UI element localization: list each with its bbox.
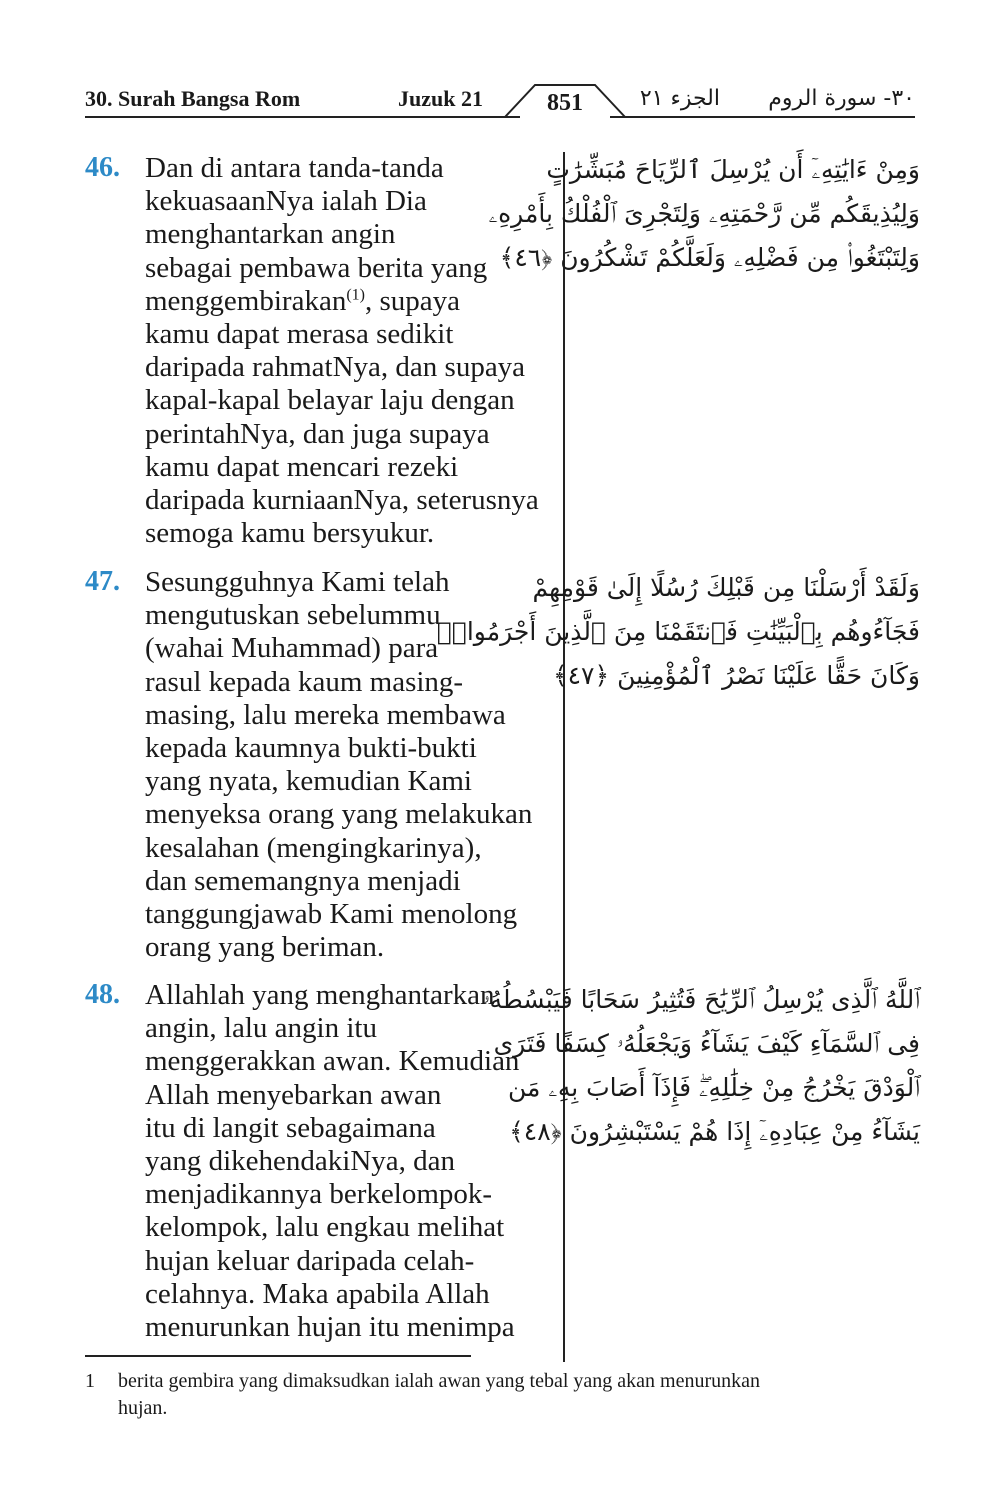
verse-line-tail: , supaya (364, 284, 461, 317)
verse-line: kapal-kapal belayar laju dengan (145, 384, 515, 417)
arabic-verse-48 (483, 978, 920, 1154)
footnote-text: berita gembira yang dimaksudkan ialah awan yang tebal yang akan menurunkan (118, 1370, 760, 1392)
verse-line: daripada kurniaanNya, seterusnya (145, 484, 539, 517)
verse-line: celahnya. Maka apabila Allah (145, 1277, 490, 1310)
verse-line: menggerakkan awan. Kemudian (145, 1045, 520, 1078)
verse-line: kamu dapat merasa sedikit (145, 318, 454, 351)
verse-line: menghantarkan angin (145, 218, 396, 251)
verse-line: hujan keluar daripada celah- (145, 1244, 475, 1277)
verse-line: menurunkan hujan itu menimpa (145, 1311, 515, 1344)
verse-line: Sesungguhnya Kami telah (145, 566, 450, 598)
verse-line: orang yang beriman. (145, 931, 385, 964)
verse-line: masing, lalu mereka membawa (145, 698, 506, 731)
arabic-verse-47 (436, 566, 920, 698)
verse-line: yang dikehendakiNya, dan (145, 1145, 456, 1178)
verse-line: Allah menyebarkan awan (145, 1078, 442, 1111)
page-header (0, 0, 1000, 130)
verse-line: kepada kaumnya bukti-bukti (145, 732, 477, 765)
verse-line: kelompok, lalu engkau melihat (145, 1211, 505, 1244)
verse-line: Allahlah yang menghantarkan (145, 979, 495, 1011)
footnote-text: hujan. (118, 1397, 168, 1419)
verse-number: 46. (85, 152, 120, 183)
footnote-number: 1 (85, 1370, 95, 1392)
verse-line: yang nyata, kemudian Kami (145, 765, 472, 798)
arabic-line: ٱللَّهُ ٱلَّذِى يُرْسِلُ ٱلرِّيَٰحَ فَتُثِيرُ سَحَابًا فَيَبْسُطُهُۥ (483, 985, 920, 1014)
arabic-line: يَشَآءُ مِنْ عِبَادِهِۦٓ إِذَا هُمْ يَسْتَبْشِرُونَ ﴿٤٨﴾ (509, 1117, 920, 1146)
verse-line: daripada rahmatNya, dan supaya (145, 351, 526, 384)
verse-line: kesalahan (mengingkarinya), (145, 831, 482, 864)
verse-line (145, 285, 539, 318)
arabic-verse-46 (488, 148, 920, 280)
juzuk-label-arabic: الجزء ٢١ (639, 86, 720, 111)
verse-line: rasul kepada kaum masing- (145, 665, 464, 698)
verse-line-text: menggembirakan (145, 284, 347, 317)
page-number: 851 (547, 90, 583, 116)
verse-translation (145, 979, 519, 1344)
verse-line: semoga kamu bersyukur. (145, 517, 435, 550)
verse-line: tanggungjawab Kami menolong (145, 898, 518, 931)
verse-line: perintahNya, dan juga supaya (145, 417, 490, 450)
verse-line: kekuasaanNya ialah Dia (145, 185, 427, 218)
verse-line: menyeksa orang yang melakukan (145, 798, 533, 831)
verse-line: dan sememangnya menjadi (145, 864, 461, 897)
arabic-line: وَكَانَ حَقًّا عَلَيْنَا نَصْرُ ٱلْمُؤْمِنِينَ ﴿٤٧﴾ (552, 661, 920, 690)
verse-number: 47. (85, 566, 120, 597)
column-divider (563, 152, 565, 1362)
juzuk-label: Juzuk 21 (398, 86, 483, 111)
arabic-line: وَلَقَدْ أَرْسَلْنَا مِن قَبْلِكَ رُسُلًا إِلَىٰ قَوْمِهِمْ (532, 573, 920, 602)
verse-line: kamu dapat mencari rezeki (145, 450, 459, 483)
arabic-line: وَلِتَبْتَغُوا۟ مِن فَضْلِهِۦ وَلَعَلَّكُمْ تَشْكُرُونَ ﴿٤٦﴾ (499, 243, 920, 272)
surah-title-arabic: ٣٠- سورة الروم (768, 86, 915, 111)
verse-line: angin, lalu angin itu (145, 1012, 377, 1045)
verse-line: menjadikannya berkelompok- (145, 1178, 493, 1211)
verse-line: mengutuskan sebelummu (145, 599, 441, 632)
footnote-ref[interactable]: (1) (346, 286, 365, 304)
surah-title: 30. Surah Bangsa Rom (85, 86, 301, 111)
footnote-rule (85, 1355, 471, 1357)
verse-line: itu di langit sebagaimana (145, 1111, 436, 1144)
verse-translation (145, 152, 539, 550)
verse-line: (wahai Muhammad) para (145, 632, 439, 665)
arabic-line: فِى ٱلسَّمَآءِ كَيْفَ يَشَآءُ وَيَجْعَلُهُۥ كِسَفًا فَتَرَى (493, 1029, 920, 1058)
arabic-line: فَجَآءُوهُم بِٱلْبَيِّنَٰتِ فَٱنتَقَمْنَا مِنَ ٱلَّذِينَ أَجْرَمُوا۟ۖ (436, 617, 920, 646)
verse-number: 48. (85, 979, 120, 1010)
verse-line: Dan di antara tanda-tanda (145, 152, 444, 184)
verse-line: sebagai pembawa berita yang (145, 251, 488, 284)
arabic-line: وَلِيُذِيقَكُم مِّن رَّحْمَتِهِۦ وَلِتَجْرِىَ ٱلْفُلْكُ بِأَمْرِهِۦ (488, 199, 920, 228)
arabic-line: ٱلْوَدْقَ يَخْرُجُ مِنْ خِلَٰلِهِۦۖ فَإِذَآ أَصَابَ بِهِۦ مَن (507, 1073, 920, 1102)
arabic-line: وَمِنْ ءَايَٰتِهِۦٓ أَن يُرْسِلَ ٱلرِّيَاحَ مُبَشِّرَٰتٍ (546, 155, 920, 184)
